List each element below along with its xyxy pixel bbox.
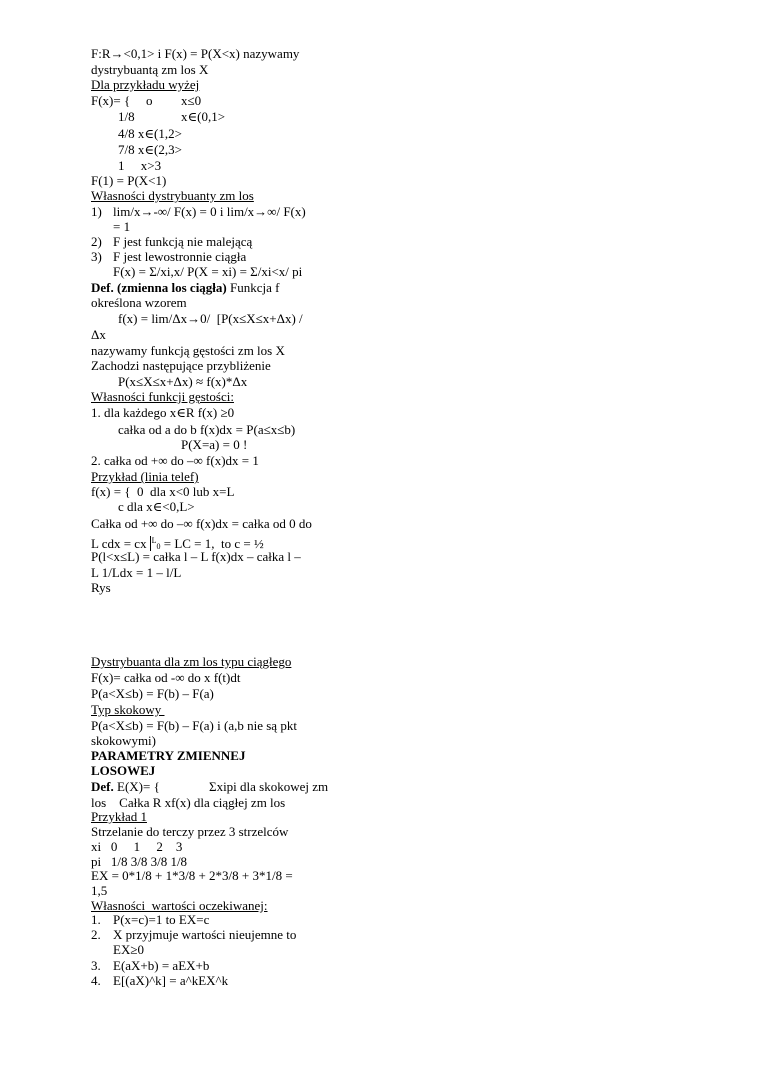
definition-line (91, 280, 279, 295)
formula-part: = LC = 1, to c = ½ (160, 536, 264, 551)
table-row: xi 0 1 2 3 (91, 839, 183, 854)
text-line: F(1) = P(X<1) (91, 173, 167, 188)
list-number: 1. (91, 912, 101, 927)
text-line: nazywamy funkcją gęstości zm los X (91, 343, 285, 358)
list-number: 1) (91, 204, 102, 219)
formula-line: f(x) = lim/Δx→0/ [P(x≤X≤x+Δx) / (118, 311, 303, 326)
text-line: c dla x∈<0,L> (118, 499, 195, 514)
section-heading: Typ skokowy (91, 702, 165, 717)
text-line: F(x) = Σ/xi,x/ P(X = xi) = Σ/xi<x/ pi (113, 264, 303, 279)
text-line: Całka od +∞ do –∞ f(x)dx = całka od 0 do (91, 516, 312, 531)
section-heading: Dla przykładu wyżej (91, 77, 200, 92)
text-line: E(aX+b) = aEX+b (113, 958, 210, 973)
section-heading: Własności funkcji gęstości: (91, 389, 234, 404)
definition-label: Def. (zmienna los ciągła) (91, 280, 227, 295)
text-line: F(x)= całka od -∞ do x f(t)dt (91, 670, 241, 685)
section-heading: Własności wartości oczekiwanej: (91, 898, 268, 913)
text-line: F:R→<0,1> i F(x) = P(X<x) nazywamy (91, 46, 300, 61)
text-line: o (146, 93, 153, 108)
text-line: Δx (91, 327, 106, 342)
upper-limit: L (151, 536, 157, 545)
text-line: 1 x>3 (118, 158, 162, 173)
text-line: 4/8 x∈(1,2> (118, 126, 182, 141)
text-line: Strzelanie do terczy przez 3 strzelców (91, 824, 289, 839)
text-line: EX≥0 (113, 942, 144, 957)
text-line: 1/8 (118, 109, 135, 124)
text-line: los Całka R xf(x) dla ciągłej zm los (91, 795, 286, 810)
text-line: 1,5 (91, 883, 108, 898)
list-number: 4. (91, 973, 101, 988)
list-number: 3) (91, 249, 102, 264)
text-line: skokowymi) (91, 733, 156, 748)
table-row: pi 1/8 3/8 3/8 1/8 (91, 854, 188, 869)
definition-label: Def. (91, 779, 114, 794)
text-line: f(x) = { 0 dla x<0 lub x=L (91, 484, 235, 499)
text-line: P(x=c)=1 to EX=c (113, 912, 210, 927)
text-line: x∈(0,1> (181, 109, 226, 124)
section-heading: Własności dystrybuanty zm los (91, 188, 254, 203)
formula-line: całka od a do b f(x)dx = P(a≤x≤b) (118, 422, 296, 437)
definition-text: E(X)= { (113, 779, 160, 794)
text-line: Rys (91, 580, 111, 595)
section-heading: Przykład 1 (91, 809, 147, 824)
text-line: 1. dla każdego x∈R f(x) ≥0 (91, 405, 235, 420)
definition-line (91, 779, 160, 794)
text-line: 7/8 x∈(2,3> (118, 142, 182, 157)
text-line: L 1/Ldx = 1 – l/L (91, 565, 182, 580)
definition-text: Funkcja f (226, 280, 280, 295)
text-line: EX = 0*1/8 + 1*3/8 + 2*3/8 + 3*1/8 = (91, 868, 293, 883)
list-number: 2. (91, 927, 101, 942)
formula-line: P(X=a) = 0 ! (181, 437, 248, 452)
text-line: 2. całka od +∞ do –∞ f(x)dx = 1 (91, 453, 259, 468)
text-line: E[(aX)^k] = a^kEX^k (113, 973, 229, 988)
text-line: X przyjmuje wartości nieujemne to (113, 927, 297, 942)
section-heading: Dystrybuanta dla zm los typu ciągłego (91, 654, 292, 669)
text-line: P(a<X≤b) = F(b) – F(a) i (a,b nie są pkt (91, 718, 297, 733)
section-title: LOSOWEJ (91, 763, 156, 778)
text-line: F jest funkcją nie malejącą (113, 234, 253, 249)
text-line: dystrybuantą zm los X (91, 62, 209, 77)
text-line: lim/x→-∞/ F(x) = 0 i lim/x→∞/ F(x) (113, 204, 306, 219)
text-line: Σxipi dla skokowej zm (209, 779, 329, 794)
text-line: Zachodzi następujące przybliżenie (91, 358, 271, 373)
lower-limit: 0 (156, 542, 161, 551)
text-line: F(x)= { (91, 93, 131, 108)
text-line: P(l<x≤L) = całka l – L f(x)dx – całka l – (91, 549, 301, 564)
text-line: x≤0 (181, 93, 202, 108)
formula-part: L cdx = cx (91, 536, 147, 551)
text-line: F jest lewostronnie ciągła (113, 249, 247, 264)
text-line: określona wzorem (91, 295, 187, 310)
list-number: 3. (91, 958, 101, 973)
section-title: PARAMETRY ZMIENNEJ (91, 748, 246, 763)
text-line: = 1 (113, 219, 131, 234)
section-heading: Przykład (linia telef) (91, 469, 199, 484)
formula-line: P(x≤X≤x+Δx) ≈ f(x)*Δx (118, 374, 248, 389)
list-number: 2) (91, 234, 102, 249)
text-line: P(a<X≤b) = F(b) – F(a) (91, 686, 214, 701)
